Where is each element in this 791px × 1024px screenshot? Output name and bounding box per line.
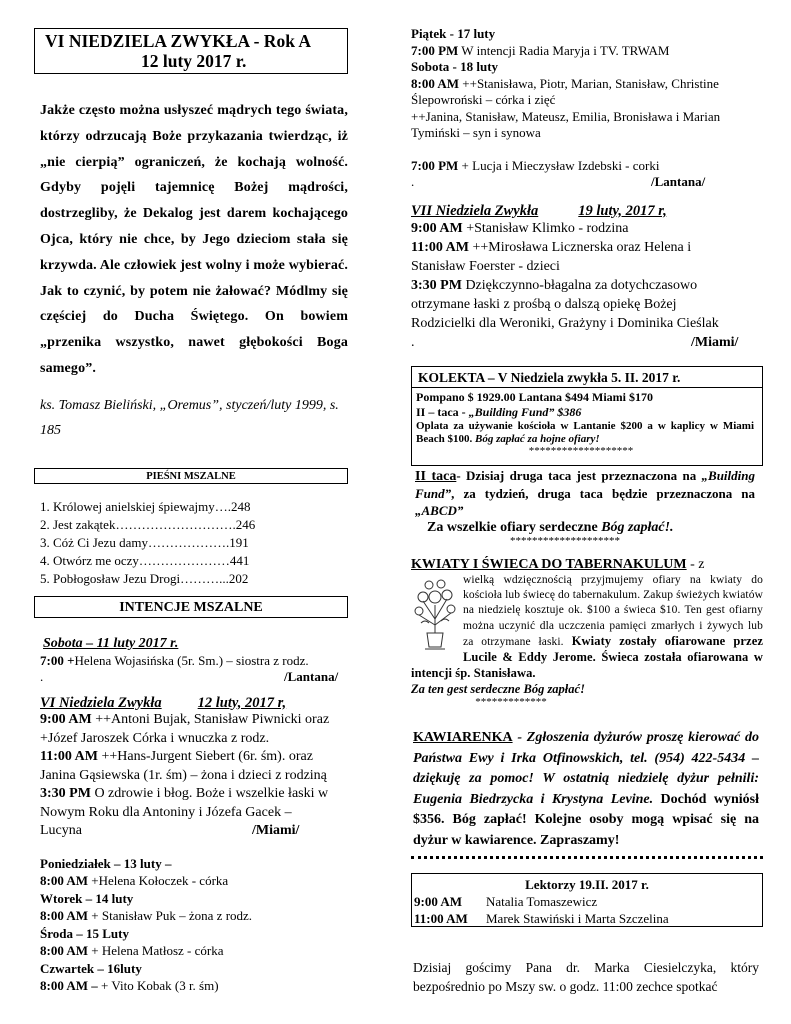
mass-time: 8:00 AM: [411, 75, 460, 91]
second-collection-text: - Dzisiaj druga taca jest przeznaczona na: [456, 468, 697, 483]
intention-text: Helena Wojasińska (5r. Sm.) – siostra z rodz.: [74, 652, 309, 668]
intentions-right: [411, 26, 771, 352]
sunday-heading-name: VI Niedziela Zwykła: [40, 694, 162, 711]
second-collection-fund: „Building Fund”: [468, 405, 555, 419]
reader-names: Natalia Tomaszewicz: [486, 894, 598, 909]
dot: .: [411, 174, 415, 189]
intention-text: W intencji Radia Maryja i TV. TRWAM: [458, 42, 670, 58]
hymns-header: PIEŚNI MSZALNE: [34, 468, 348, 484]
cafe-section: [413, 728, 759, 851]
hymn-item: 5. Pobłogosław Jezu Drogi………...202: [40, 571, 249, 586]
cafe-text: - Zgłoszenia dyżurów proszę kierować do Państwa Ewy i Irka Otfinowskich, tel. (954) 422-5434 – dziękuję za pomoc! W ostatnią niedzielę dyżur pełnili: Eugenia Biedrzycka i Krystyna Levine.: [413, 730, 759, 807]
title-box: [34, 28, 348, 74]
mass-time: 7:00 PM: [411, 42, 459, 58]
cafe-title: KAWIARENKA: [413, 730, 513, 745]
saturday-heading: Sobota – 11 luty 2017 r.: [43, 636, 179, 651]
second-collection-notice: [415, 467, 755, 546]
intention-text: Tymiński – syn i synowa: [411, 125, 541, 140]
thursday-heading: Czwartek – 16luty: [40, 960, 142, 976]
reader-names: Marek Stawiński i Marta Szczelina: [486, 911, 669, 926]
second-collection-text-2: , za tydzień, druga taca będzie przeznaczona na: [451, 486, 755, 501]
flowers-donors: Kwiaty zostały ofiarowane przez Lucile & Eddy Jerome. Świeca została ofiarowana w intencji śp. Stanisława.: [411, 633, 763, 681]
intention-text: +Stanisław Klimko - rodzina: [462, 221, 629, 236]
sunday-heading-name: VII Niedziela Zwykła: [411, 202, 539, 219]
intention-text: ++Stanisława, Piotr, Marian, Stanisław, Christine: [459, 75, 719, 91]
stars-divider: *************: [475, 696, 547, 709]
sunday-heading-date: 12 luty, 2017 r,: [197, 694, 287, 711]
monday-heading: Poniedziałek – 13 luty –: [40, 855, 172, 871]
dot: .: [40, 669, 44, 684]
intention-text: +Helena Kołoczek - córka: [88, 873, 229, 888]
abcd-fund: „ABCD”: [415, 503, 464, 518]
location-lantana: /Lantana/: [651, 174, 706, 189]
dot: .: [411, 335, 415, 350]
intention-text: Rodzicielki dla Weroniki, Grażyny i Dominika Cieślak: [411, 316, 719, 331]
sunday-heading: [411, 203, 771, 220]
second-collection-lead: II taca: [415, 469, 457, 484]
intention-text: ++Janina, Stanisław, Mateusz, Emilia, Bronisława i Marian: [411, 108, 721, 124]
guest-note: Dzisiaj gościmy Pana dr. Marka Ciesielczyka, który bezpośrednio po Mszy sw. o godz. 11:00 zechce spotkać: [413, 960, 759, 994]
building-fund: „Building Fund”: [415, 468, 755, 501]
mass-time: 11:00 AM: [40, 749, 98, 764]
page-date: 12 luty 2017 r.: [141, 51, 247, 71]
location-lantana: /Lantana/: [284, 669, 339, 684]
second-collection-label: II – taca -: [416, 405, 469, 419]
stars-divider: ********************: [510, 535, 620, 547]
readers-title: Lektorzy 19.II. 2017 r.: [525, 877, 649, 892]
flowers-text: wielką wdzięcznością przyjmujemy ofiary na kwiaty do kościoła lub świecę do tabernakulum. Zakup świeżych kwiatów na niedzielę kosztuje ok. $100 a świeca $10. Ten gest ofiarny można uczynić dla uczczenia pamięci zmarłych i żywych lub za otrzymane łaski.: [463, 574, 763, 648]
flower-vase-image: [411, 575, 459, 655]
hymn-item: 4. Otwórz me oczy…………………441: [40, 553, 250, 568]
intention-text: + Stanisław Puk – żona z rodz.: [88, 908, 253, 923]
sunday-heading-date: 19 luty, 2017 r,: [578, 202, 667, 219]
tuesday-heading: Wtorek – 14 luty: [40, 890, 134, 906]
intention-text: + Helena Matłosz - córka: [88, 943, 224, 958]
thanks-text: Za wszelkie ofiary serdeczne: [427, 520, 602, 535]
reader-time: 11:00 AM: [414, 911, 468, 926]
thanks-emphasis: Bóg zapłać!.: [601, 520, 674, 535]
readers-box: [411, 873, 763, 927]
intention-text: Dziękczynno-błagalna za dotychczasowo: [461, 278, 698, 293]
reflection-source: ks. Tomasz Bieliński, „Oremus”, styczeń/luty 1999, s. 185: [40, 398, 339, 438]
mass-time: 9:00 AM: [411, 221, 463, 236]
intention-text: ++Antoni Bujak, Stanisław Piwnicki oraz: [91, 712, 330, 727]
intentions-header: INTENCJE MSZALNE: [34, 596, 348, 618]
reflection-text: Jakże często można usłyszeć mądrych tego świata, którzy odrzucają Boże przykazania twierdząc, iż „nie cierpią” ograniczeń, że kochają wolność. Gdyby pojęli tajemnicę Bożej mądrości, dostrzegliby, że Dekalog jest darem kochającego Ojca, który nie chce, by Jego dzieciom stała się krzywda. Ale człowiek jest wolny i może wybierać. Jak to czynić, by potem nie żałować? Módlmy się częściej do Ducha Świętego. On bowiem „przenika wszystko, nawet głębokości Boga samego”.: [40, 103, 348, 376]
flowers-title: KWIATY I ŚWIECA DO TABERNAKULUM: [411, 557, 687, 572]
sunday-heading: [40, 695, 360, 712]
intention-text: Nowym Roku dla Antoniny i Józefa Gacek –: [40, 804, 292, 820]
church-fee-note: Oplata za używanie kościoła w Lantanie $200 a w kaplicy w Miami Beach $100.: [416, 420, 754, 445]
mass-time: 3:30 PM: [411, 278, 462, 293]
dotted-divider: [411, 856, 763, 859]
intention-text: Janina Gąsiewska (1r. śm) – żona i dzieci z rodziną: [40, 767, 327, 783]
intention-text: O zdrowie i błog. Boże i wszelkie łaski w: [90, 786, 329, 801]
cafe-income: Dochód wyniósł $356. Bóg zapłać! Kolejne osoby mogą wpisać się na dyżur w kawiarence. Zapraszamy!: [413, 791, 759, 848]
intention-text: + Lucja i Mieczysław Izdebski - corki: [458, 157, 660, 173]
flowers-section: [411, 556, 763, 707]
mass-time: 8:00 AM –: [40, 978, 98, 993]
intention-text: Lucyna: [40, 823, 82, 838]
saturday-heading: Sobota - 18 luty: [411, 59, 499, 74]
intention-text: otrzymane łaski z prośbą o dalszą opiekę Bożej: [411, 297, 677, 312]
mass-time: 8:00 AM: [40, 873, 89, 888]
intentions-left: [40, 636, 360, 995]
second-collection-amount: $386: [554, 405, 582, 419]
location-miami: /Miami/: [691, 335, 739, 350]
mass-time: 3:30 PM: [40, 786, 91, 801]
hymn-item: 1. Królowej anielskiej śpiewajmy….248: [40, 499, 251, 514]
friday-heading: Piątek - 17 luty: [411, 26, 496, 41]
collection-box: [411, 366, 763, 466]
mass-time: 8:00 AM: [40, 943, 89, 958]
location-miami: /Miami/: [252, 823, 300, 838]
hymns-list: [40, 498, 255, 588]
flower-vase-icon: [411, 575, 459, 655]
hymn-item: 2. Jest zakątek……………………….246: [40, 517, 256, 532]
mass-time: 8:00 AM: [40, 908, 89, 923]
intention-text: +Józef Jaroszek Córka i wnuczka z rodz.: [40, 730, 270, 746]
mass-time: 9:00 AM: [40, 712, 92, 727]
collection-title: KOLEKTA – V Niedziela zwykła 5. II. 2017 r.: [412, 369, 762, 388]
intention-text: ++Hans-Jurgent Siebert (6r. śm). oraz: [97, 749, 313, 764]
wednesday-heading: Środa – 15 Luty: [40, 925, 129, 941]
intention-text: + Vito Kobak (3 r. śm): [97, 978, 219, 993]
flowers-title-suffix: - z: [686, 557, 705, 572]
stars-divider: *******************: [528, 445, 634, 457]
page-title: VI NIEDZIELA ZWYKŁA - Rok A: [45, 31, 311, 51]
mass-time: 7:00 +: [40, 652, 75, 668]
flowers-thanks: Za ten gest serdeczne Bóg zapłać!: [411, 682, 585, 697]
collection-amounts: Pompano $ 1929.00 Lantana $494 Miami $170: [416, 390, 654, 404]
collection-thanks: Bóg zapłać za hojne ofiary!: [472, 433, 600, 445]
intention-text: Stanisław Foerster - dzieci: [411, 259, 560, 274]
reader-time: 9:00 AM: [414, 894, 463, 909]
mass-time: 7:00 PM: [411, 157, 459, 173]
hymn-item: 3. Cóż Ci Jezu damy……………….191: [40, 535, 249, 550]
intention-text: Ślepowroński – córka i zięć: [411, 92, 556, 107]
intention-text: ++Mirosława Licznerska oraz Helena i: [468, 240, 692, 255]
mass-time: 11:00 AM: [411, 240, 469, 255]
